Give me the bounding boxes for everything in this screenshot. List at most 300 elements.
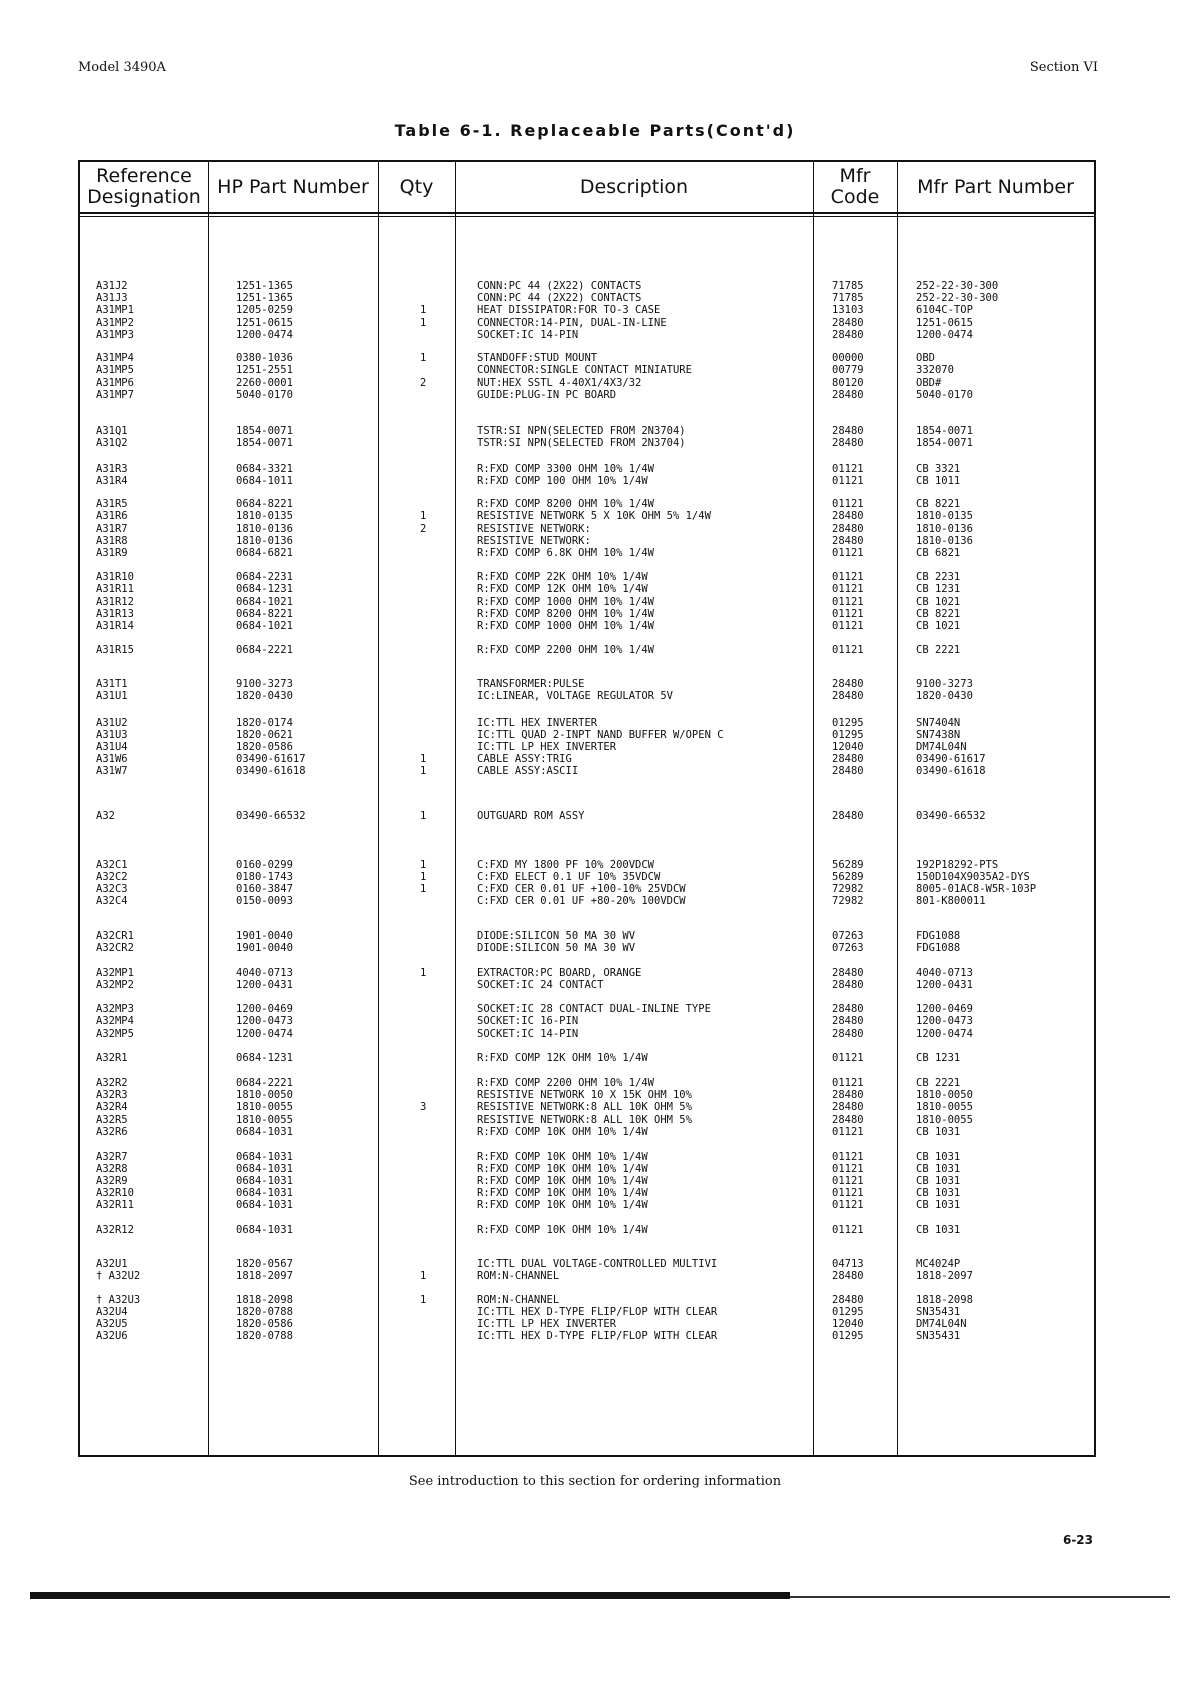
cell-ref: A32C2 (96, 871, 128, 883)
cell-mfr: 28480 (832, 1114, 864, 1126)
cell-mfr: 01121 (832, 1224, 864, 1236)
cell-mpn: FDG1088 (916, 942, 961, 954)
cell-mfr: 28480 (832, 765, 864, 777)
cell-desc: R:FXD COMP 22K OHM 10% 1/4W (477, 571, 648, 583)
cell-mpn: CB 1031 (916, 1199, 961, 1211)
cell-desc: R:FXD COMP 100 OHM 10% 1/4W (477, 475, 648, 487)
cell-hp: 1251-0615 (236, 317, 293, 329)
cell-mpn: OBD (916, 352, 935, 364)
cell-qty: 1 (420, 317, 427, 329)
cell-mfr: 00779 (832, 364, 864, 376)
cell-hp: 0380-1036 (236, 352, 293, 364)
cell-hp: 0684-3321 (236, 463, 293, 475)
column-divider (455, 162, 456, 1455)
bottom-rule (30, 1592, 790, 1599)
column-divider (897, 162, 898, 1455)
cell-mfr: 28480 (832, 690, 864, 702)
cell-desc: DIODE:SILICON 50 MA 30 WV (477, 942, 636, 954)
cell-hp: 0684-1011 (236, 475, 293, 487)
cell-hp: 1820-0788 (236, 1306, 293, 1318)
cell-ref: A32MP1 (96, 967, 134, 979)
cell-qty: 1 (420, 810, 427, 822)
cell-mfr: 01121 (832, 1175, 864, 1187)
cell-ref: A31R14 (96, 620, 134, 632)
cell-hp: 1200-0431 (236, 979, 293, 991)
cell-mfr: 71785 (832, 292, 864, 304)
cell-desc: ROM:N-CHANNEL (477, 1270, 560, 1282)
cell-ref: A32R11 (96, 1199, 134, 1211)
cell-mfr: 01295 (832, 1306, 864, 1318)
cell-ref: A31W6 (96, 753, 128, 765)
cell-hp: 1251-1365 (236, 292, 293, 304)
cell-mpn: CB 2231 (916, 571, 961, 583)
cell-ref: A32MP5 (96, 1028, 134, 1040)
cell-desc: RESISTIVE NETWORK: (477, 535, 591, 547)
cell-desc: R:FXD COMP 6.8K OHM 10% 1/4W (477, 547, 655, 559)
cell-desc: IC:TTL HEX D-TYPE FLIP/FLOP WITH CLEAR (477, 1306, 718, 1318)
cell-hp: 0150-0093 (236, 895, 293, 907)
cell-qty: 1 (420, 1294, 427, 1306)
cell-mpn: 252-22-30-300 (916, 280, 999, 292)
cell-desc: R:FXD COMP 2200 OHM 10% 1/4W (477, 644, 655, 656)
cell-hp: 1200-0469 (236, 1003, 293, 1015)
cell-mfr: 28480 (832, 1015, 864, 1027)
header-rule (80, 212, 1094, 217)
cell-mfr: 28480 (832, 317, 864, 329)
cell-desc: R:FXD COMP 3300 OHM 10% 1/4W (477, 463, 655, 475)
cell-mfr: 28480 (832, 967, 864, 979)
cell-desc: R:FXD COMP 10K OHM 10% 1/4W (477, 1224, 648, 1236)
cell-desc: TSTR:SI NPN(SELECTED FROM 2N3704) (477, 437, 686, 449)
cell-desc: R:FXD COMP 1000 OHM 10% 1/4W (477, 620, 655, 632)
cell-ref: A31R15 (96, 644, 134, 656)
cell-ref: A31W7 (96, 765, 128, 777)
cell-desc: SOCKET:IC 14-PIN (477, 1028, 579, 1040)
cell-mpn: CB 1021 (916, 596, 961, 608)
cell-mfr: 28480 (832, 1089, 864, 1101)
cell-desc: RESISTIVE NETWORK:8 ALL 10K OHM 5% (477, 1101, 692, 1113)
cell-mpn: 4040-0713 (916, 967, 973, 979)
cell-hp: 0684-2231 (236, 571, 293, 583)
cell-desc: HEAT DISSIPATOR:FOR TO-3 CASE (477, 304, 661, 316)
cell-qty: 1 (420, 967, 427, 979)
col-header-hp-part: HP Part Number (217, 175, 369, 198)
cell-hp: 0684-1231 (236, 583, 293, 595)
cell-hp: 0684-8221 (236, 498, 293, 510)
cell-ref: A32U4 (96, 1306, 128, 1318)
cell-mpn: DM74L04N (916, 741, 967, 753)
cell-desc: CABLE ASSY:ASCII (477, 765, 579, 777)
cell-mpn: 1200-0469 (916, 1003, 973, 1015)
cell-mpn: 1251-0615 (916, 317, 973, 329)
cell-ref: A31MP7 (96, 389, 134, 401)
cell-mpn: CB 1031 (916, 1151, 961, 1163)
cell-hp: 9100-3273 (236, 678, 293, 690)
cell-hp: 0160-0299 (236, 859, 293, 871)
cell-ref: A31R5 (96, 498, 128, 510)
cell-ref: A31R10 (96, 571, 134, 583)
cell-ref: A31R9 (96, 547, 128, 559)
cell-ref: A32MP2 (96, 979, 134, 991)
cell-mpn: CB 3321 (916, 463, 961, 475)
cell-desc: C:FXD MY 1800 PF 10% 200VDCW (477, 859, 655, 871)
cell-mpn: 1854-0071 (916, 425, 973, 437)
cell-desc: R:FXD COMP 1000 OHM 10% 1/4W (477, 596, 655, 608)
cell-desc: TSTR:SI NPN(SELECTED FROM 2N3704) (477, 425, 686, 437)
cell-mpn: 1818-2097 (916, 1270, 973, 1282)
cell-mfr: 01121 (832, 1163, 864, 1175)
cell-mpn: SN35431 (916, 1306, 961, 1318)
cell-hp: 0684-1031 (236, 1187, 293, 1199)
cell-desc: SOCKET:IC 16-PIN (477, 1015, 579, 1027)
cell-ref: A32MP4 (96, 1015, 134, 1027)
cell-ref: A32R7 (96, 1151, 128, 1163)
cell-desc: NUT:HEX SSTL 4-40X1/4X3/32 (477, 377, 642, 389)
cell-ref: A32C1 (96, 859, 128, 871)
col-header-mfr-code: Mfr Code (830, 165, 880, 208)
cell-qty: 1 (420, 859, 427, 871)
cell-ref: A31Q2 (96, 437, 128, 449)
cell-ref: A31MP3 (96, 329, 134, 341)
cell-hp: 1200-0474 (236, 329, 293, 341)
cell-ref: A31R7 (96, 523, 128, 535)
cell-hp: 1820-0567 (236, 1258, 293, 1270)
cell-mfr: 71785 (832, 280, 864, 292)
cell-qty: 2 (420, 377, 427, 389)
cell-mfr: 07263 (832, 942, 864, 954)
cell-hp: 1200-0473 (236, 1015, 293, 1027)
cell-mfr: 28480 (832, 389, 864, 401)
cell-mpn: CB 1031 (916, 1175, 961, 1187)
cell-ref: A32U1 (96, 1258, 128, 1270)
cell-desc: R:FXD COMP 8200 OHM 10% 1/4W (477, 498, 655, 510)
cell-mfr: 01121 (832, 1151, 864, 1163)
cell-mfr: 12040 (832, 1318, 864, 1330)
cell-mfr: 72982 (832, 895, 864, 907)
cell-hp: 1818-2097 (236, 1270, 293, 1282)
cell-mpn: 03490-61618 (916, 765, 986, 777)
cell-hp: 1854-0071 (236, 425, 293, 437)
cell-ref: A31U1 (96, 690, 128, 702)
cell-ref: A31R11 (96, 583, 134, 595)
cell-desc: C:FXD ELECT 0.1 UF 10% 35VDCW (477, 871, 661, 883)
cell-hp: 1810-0055 (236, 1114, 293, 1126)
cell-mpn: 150D104X9035A2-DYS (916, 871, 1030, 883)
cell-mpn: 1200-0474 (916, 1028, 973, 1040)
cell-mfr: 01121 (832, 475, 864, 487)
cell-hp: 1810-0055 (236, 1101, 293, 1113)
cell-ref: A31U4 (96, 741, 128, 753)
cell-mpn: SN7404N (916, 717, 961, 729)
cell-mfr: 01121 (832, 620, 864, 632)
cell-ref: A31R8 (96, 535, 128, 547)
cell-desc: RESISTIVE NETWORK: (477, 523, 591, 535)
cell-mfr: 28480 (832, 523, 864, 535)
cell-desc: R:FXD COMP 8200 OHM 10% 1/4W (477, 608, 655, 620)
cell-mpn: 1200-0474 (916, 329, 973, 341)
cell-mfr: 56289 (832, 859, 864, 871)
cell-qty: 1 (420, 304, 427, 316)
cell-mpn: OBD# (916, 377, 942, 389)
cell-ref: A31MP1 (96, 304, 134, 316)
cell-desc: CONN:PC 44 (2X22) CONTACTS (477, 292, 642, 304)
cell-ref: A32MP3 (96, 1003, 134, 1015)
cell-mpn: 1820-0430 (916, 690, 973, 702)
cell-ref: A31T1 (96, 678, 128, 690)
cell-ref: A32CR2 (96, 942, 134, 954)
cell-desc: C:FXD CER 0.01 UF +100-10% 25VDCW (477, 883, 686, 895)
cell-mpn: 1854-0071 (916, 437, 973, 449)
cell-qty: 1 (420, 352, 427, 364)
cell-hp: 1820-0788 (236, 1330, 293, 1342)
cell-hp: 0684-2221 (236, 644, 293, 656)
cell-hp: 1820-0586 (236, 1318, 293, 1330)
cell-mfr: 07263 (832, 930, 864, 942)
cell-desc: R:FXD COMP 10K OHM 10% 1/4W (477, 1126, 648, 1138)
cell-mpn: 5040-0170 (916, 389, 973, 401)
cell-desc: R:FXD COMP 12K OHM 10% 1/4W (477, 1052, 648, 1064)
cell-mpn: CB 1031 (916, 1224, 961, 1236)
cell-mpn: 1200-0431 (916, 979, 973, 991)
cell-ref: A31J2 (96, 280, 128, 292)
cell-ref: A31U3 (96, 729, 128, 741)
cell-mfr: 01121 (832, 463, 864, 475)
cell-desc: R:FXD COMP 10K OHM 10% 1/4W (477, 1163, 648, 1175)
cell-hp: 0160-3847 (236, 883, 293, 895)
cell-ref: A31R3 (96, 463, 128, 475)
cell-mpn: DM74L04N (916, 1318, 967, 1330)
cell-mfr: 01295 (832, 1330, 864, 1342)
cell-mfr: 01121 (832, 583, 864, 595)
cell-ref: A31R6 (96, 510, 128, 522)
cell-ref: A31R4 (96, 475, 128, 487)
cell-mfr: 28480 (832, 753, 864, 765)
cell-mfr: 28480 (832, 425, 864, 437)
cell-mpn: 1810-0136 (916, 523, 973, 535)
cell-mfr: 01121 (832, 608, 864, 620)
cell-ref: A31Q1 (96, 425, 128, 437)
cell-qty: 1 (420, 765, 427, 777)
cell-mfr: 01121 (832, 644, 864, 656)
cell-ref: A32 (96, 810, 115, 822)
cell-hp: 1901-0040 (236, 942, 293, 954)
cell-mpn: SN7438N (916, 729, 961, 741)
cell-hp: 1810-0050 (236, 1089, 293, 1101)
cell-hp: 0684-1031 (236, 1199, 293, 1211)
cell-mfr: 28480 (832, 1003, 864, 1015)
cell-hp: 1818-2098 (236, 1294, 293, 1306)
cell-hp: 0684-2221 (236, 1077, 293, 1089)
cell-desc: IC:TTL HEX D-TYPE FLIP/FLOP WITH CLEAR (477, 1330, 718, 1342)
cell-hp: 1901-0040 (236, 930, 293, 942)
cell-mpn: 8005-01AC8-W5R-103P (916, 883, 1037, 895)
cell-mpn: CB 1031 (916, 1126, 961, 1138)
cell-hp: 0684-1021 (236, 620, 293, 632)
cell-ref: † A32U2 (96, 1270, 141, 1282)
cell-qty: 1 (420, 753, 427, 765)
page-number: 6-23 (1062, 1533, 1093, 1547)
cell-mfr: 28480 (832, 1028, 864, 1040)
cell-mfr: 28480 (832, 437, 864, 449)
cell-mfr: 80120 (832, 377, 864, 389)
cell-desc: OUTGUARD ROM ASSY (477, 810, 585, 822)
cell-ref: A31R13 (96, 608, 134, 620)
cell-mpn: 332070 (916, 364, 954, 376)
cell-mpn: MC4024P (916, 1258, 961, 1270)
cell-qty: 2 (420, 523, 427, 535)
cell-mfr: 13103 (832, 304, 864, 316)
cell-hp: 0684-1031 (236, 1151, 293, 1163)
cell-ref: A32R5 (96, 1114, 128, 1126)
cell-hp: 0684-1031 (236, 1163, 293, 1175)
cell-ref: A32R3 (96, 1089, 128, 1101)
cell-hp: 0684-1231 (236, 1052, 293, 1064)
cell-mpn: SN35431 (916, 1330, 961, 1342)
cell-ref: A31MP6 (96, 377, 134, 389)
cell-hp: 2260-0001 (236, 377, 293, 389)
section-header: Section VI (1029, 60, 1098, 75)
cell-mpn: FDG1088 (916, 930, 961, 942)
col-header-qty: Qty (399, 175, 434, 198)
cell-ref: A32R12 (96, 1224, 134, 1236)
cell-ref: A31J3 (96, 292, 128, 304)
cell-desc: SOCKET:IC 28 CONTACT DUAL-INLINE TYPE (477, 1003, 711, 1015)
cell-hp: 03490-66532 (236, 810, 306, 822)
cell-qty: 1 (420, 1270, 427, 1282)
cell-ref: A32U5 (96, 1318, 128, 1330)
cell-hp: 1854-0071 (236, 437, 293, 449)
cell-mfr: 28480 (832, 535, 864, 547)
cell-ref: A32R2 (96, 1077, 128, 1089)
cell-desc: GUIDE:PLUG-IN PC BOARD (477, 389, 617, 401)
cell-mpn: 252-22-30-300 (916, 292, 999, 304)
cell-desc: C:FXD CER 0.01 UF +80-20% 100VDCW (477, 895, 686, 907)
cell-mpn: CB 1031 (916, 1163, 961, 1175)
cell-ref: † A32U3 (96, 1294, 141, 1306)
cell-desc: STANDOFF:STUD MOUNT (477, 352, 598, 364)
cell-qty: 1 (420, 510, 427, 522)
cell-mpn: CB 8221 (916, 608, 961, 620)
cell-mpn: 1810-0050 (916, 1089, 973, 1101)
cell-hp: 1810-0136 (236, 535, 293, 547)
cell-qty: 1 (420, 871, 427, 883)
cell-desc: R:FXD COMP 10K OHM 10% 1/4W (477, 1151, 648, 1163)
cell-desc: CONNECTOR:14-PIN, DUAL-IN-LINE (477, 317, 667, 329)
cell-mfr: 01121 (832, 547, 864, 559)
cell-hp: 1820-0586 (236, 741, 293, 753)
cell-desc: IC:TTL QUAD 2-INPT NAND BUFFER W/OPEN C (477, 729, 724, 741)
cell-mpn: 1818-2098 (916, 1294, 973, 1306)
cell-mfr: 01121 (832, 1126, 864, 1138)
cell-hp: 1251-1365 (236, 280, 293, 292)
cell-mpn: 03490-61617 (916, 753, 986, 765)
cell-mfr: 28480 (832, 510, 864, 522)
cell-hp: 03490-61617 (236, 753, 306, 765)
cell-mpn: CB 1011 (916, 475, 961, 487)
cell-desc: CONNECTOR:SINGLE CONTACT MINIATURE (477, 364, 692, 376)
cell-ref: A31MP2 (96, 317, 134, 329)
cell-hp: 0684-1021 (236, 596, 293, 608)
cell-mfr: 28480 (832, 810, 864, 822)
cell-hp: 0684-6821 (236, 547, 293, 559)
cell-mpn: CB 8221 (916, 498, 961, 510)
cell-mpn: 1810-0055 (916, 1101, 973, 1113)
cell-mpn: CB 1231 (916, 583, 961, 595)
bottom-rule-thin (790, 1596, 1170, 1598)
cell-desc: R:FXD COMP 10K OHM 10% 1/4W (477, 1187, 648, 1199)
cell-desc: DIODE:SILICON 50 MA 30 WV (477, 930, 636, 942)
column-divider (208, 162, 209, 1455)
cell-qty: 1 (420, 883, 427, 895)
cell-hp: 0684-1031 (236, 1126, 293, 1138)
cell-desc: SOCKET:IC 14-PIN (477, 329, 579, 341)
col-header-reference: Reference Designation (87, 165, 201, 208)
cell-hp: 1810-0136 (236, 523, 293, 535)
cell-hp: 0180-1743 (236, 871, 293, 883)
column-divider (378, 162, 379, 1455)
cell-hp: 1251-2551 (236, 364, 293, 376)
cell-desc: TRANSFORMER:PULSE (477, 678, 585, 690)
cell-hp: 1200-0474 (236, 1028, 293, 1040)
cell-ref: A32R8 (96, 1163, 128, 1175)
cell-ref: A32R1 (96, 1052, 128, 1064)
cell-ref: A31MP5 (96, 364, 134, 376)
cell-mpn: CB 1031 (916, 1187, 961, 1199)
cell-mpn: CB 2221 (916, 644, 961, 656)
column-divider (813, 162, 814, 1455)
table-title: Table 6-1. Replaceable Parts(Cont'd) (394, 121, 796, 140)
model-header: Model 3490A (78, 60, 166, 75)
cell-hp: 1205-0259 (236, 304, 293, 316)
cell-mfr: 04713 (832, 1258, 864, 1270)
cell-mfr: 56289 (832, 871, 864, 883)
cell-hp: 4040-0713 (236, 967, 293, 979)
cell-hp: 0684-1031 (236, 1224, 293, 1236)
cell-desc: ROM:N-CHANNEL (477, 1294, 560, 1306)
cell-desc: R:FXD COMP 10K OHM 10% 1/4W (477, 1175, 648, 1187)
cell-ref: A32U6 (96, 1330, 128, 1342)
cell-mfr: 28480 (832, 1270, 864, 1282)
cell-desc: IC:TTL DUAL VOLTAGE-CONTROLLED MULTIVI (477, 1258, 718, 1270)
cell-mfr: 12040 (832, 741, 864, 753)
cell-hp: 1820-0621 (236, 729, 293, 741)
cell-ref: A32CR1 (96, 930, 134, 942)
col-header-mfr-part: Mfr Part Number (917, 175, 1074, 198)
parts-table (78, 160, 1096, 1457)
cell-mfr: 28480 (832, 979, 864, 991)
cell-ref: A32C3 (96, 883, 128, 895)
cell-mpn: 03490-66532 (916, 810, 986, 822)
cell-mfr: 01295 (832, 729, 864, 741)
cell-desc: IC:TTL LP HEX INVERTER (477, 741, 617, 753)
cell-mpn: CB 1231 (916, 1052, 961, 1064)
cell-mpn: 1810-0055 (916, 1114, 973, 1126)
cell-hp: 5040-0170 (236, 389, 293, 401)
cell-desc: R:FXD COMP 10K OHM 10% 1/4W (477, 1199, 648, 1211)
cell-mpn: 1200-0473 (916, 1015, 973, 1027)
cell-ref: A32R6 (96, 1126, 128, 1138)
cell-desc: IC:LINEAR, VOLTAGE REGULATOR 5V (477, 690, 673, 702)
ordering-note: See introduction to this section for ordering information (408, 1474, 782, 1489)
cell-mpn: 801-K800011 (916, 895, 986, 907)
cell-ref: A32R4 (96, 1101, 128, 1113)
cell-hp: 03490-61618 (236, 765, 306, 777)
cell-mfr: 01121 (832, 571, 864, 583)
cell-desc: IC:TTL LP HEX INVERTER (477, 1318, 617, 1330)
cell-mpn: CB 1021 (916, 620, 961, 632)
cell-mfr: 01121 (832, 596, 864, 608)
cell-mfr: 28480 (832, 1294, 864, 1306)
